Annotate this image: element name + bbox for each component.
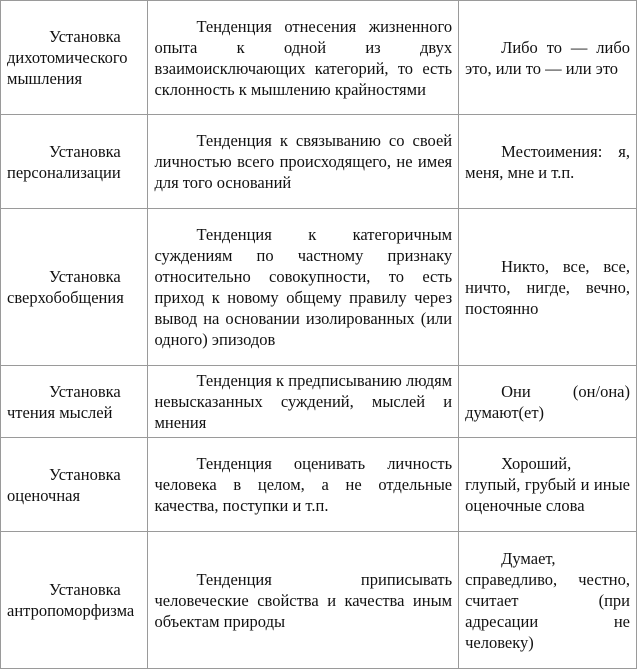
examples-cell (459, 366, 637, 438)
examples-cell (459, 115, 637, 209)
examples-text: Никто, все, все, ничто, нигде, вечно, постоянно (465, 256, 630, 318)
examples-text: Либо то — либо это, или то — или это (465, 37, 630, 78)
tendency-cell (148, 209, 459, 366)
tendency-text: Тенденция к предписыванию людям невысказанных суждений, мыслей и мнения (154, 371, 453, 432)
attitude-name-cell (1, 209, 148, 366)
table-row (1, 1, 637, 115)
examples-cell (459, 438, 637, 532)
table-row (1, 438, 637, 532)
attitude-name: Установка антропоморфизма (7, 580, 135, 620)
attitude-name: Установка чтения мыслей (7, 381, 121, 422)
attitude-name: Установка сверхобобщения (7, 267, 124, 307)
examples-text: Думает, справедливо, честно, считает (при адресации не человеку) (465, 548, 630, 652)
tendency-cell (148, 532, 459, 669)
examples-text: Местоимения: я, меня, мне и т.п. (465, 141, 630, 182)
tendency-cell (148, 115, 459, 209)
attitude-name: Установка персонализации (7, 141, 121, 182)
attitude-name: Установка оценочная (7, 464, 121, 505)
tendency-text: Тенденция приписывать человеческие свойства и качества иным объектам природы (154, 569, 453, 631)
tendency-text: Тенденция оценивать личность человека в целом, а не отдельные качества, поступки и т.п. (154, 454, 453, 515)
tendency-text: Тенденция отнесения жизненного опыта к одной из двух взаимоисключающих категорий, то есть склонность к мышлению крайностями (154, 16, 453, 99)
table-row (1, 209, 637, 366)
tendency-cell (148, 438, 459, 532)
tendency-cell (148, 1, 459, 115)
examples-cell (459, 1, 637, 115)
attitude-name-cell (1, 438, 148, 532)
examples-text: Хороший, глупый, грубый и иные оценочные слова (465, 454, 630, 515)
attitude-name-cell (1, 115, 148, 209)
attitude-name-cell (1, 1, 148, 115)
examples-text: Они (он/она) думают(ет) (465, 381, 630, 422)
tendency-cell (148, 366, 459, 438)
attitude-name: Установка дихотомического мышления (7, 27, 128, 88)
tendency-text: Тенденция к категоричным суждениям по частному признаку относительно совокупности, то есть приход к новому общему правилу через вывод на основании изолированных (или одного) эпизодов (154, 225, 453, 349)
examples-cell (459, 209, 637, 366)
table-row (1, 115, 637, 209)
table-row (1, 366, 637, 438)
table-row (1, 532, 637, 669)
tendency-text: Тенденция к связыванию со своей личностью всего происходящего, не имея для того оснований (154, 131, 453, 192)
attitude-name-cell (1, 366, 148, 438)
attitude-name-cell (1, 532, 148, 669)
examples-cell (459, 532, 637, 669)
